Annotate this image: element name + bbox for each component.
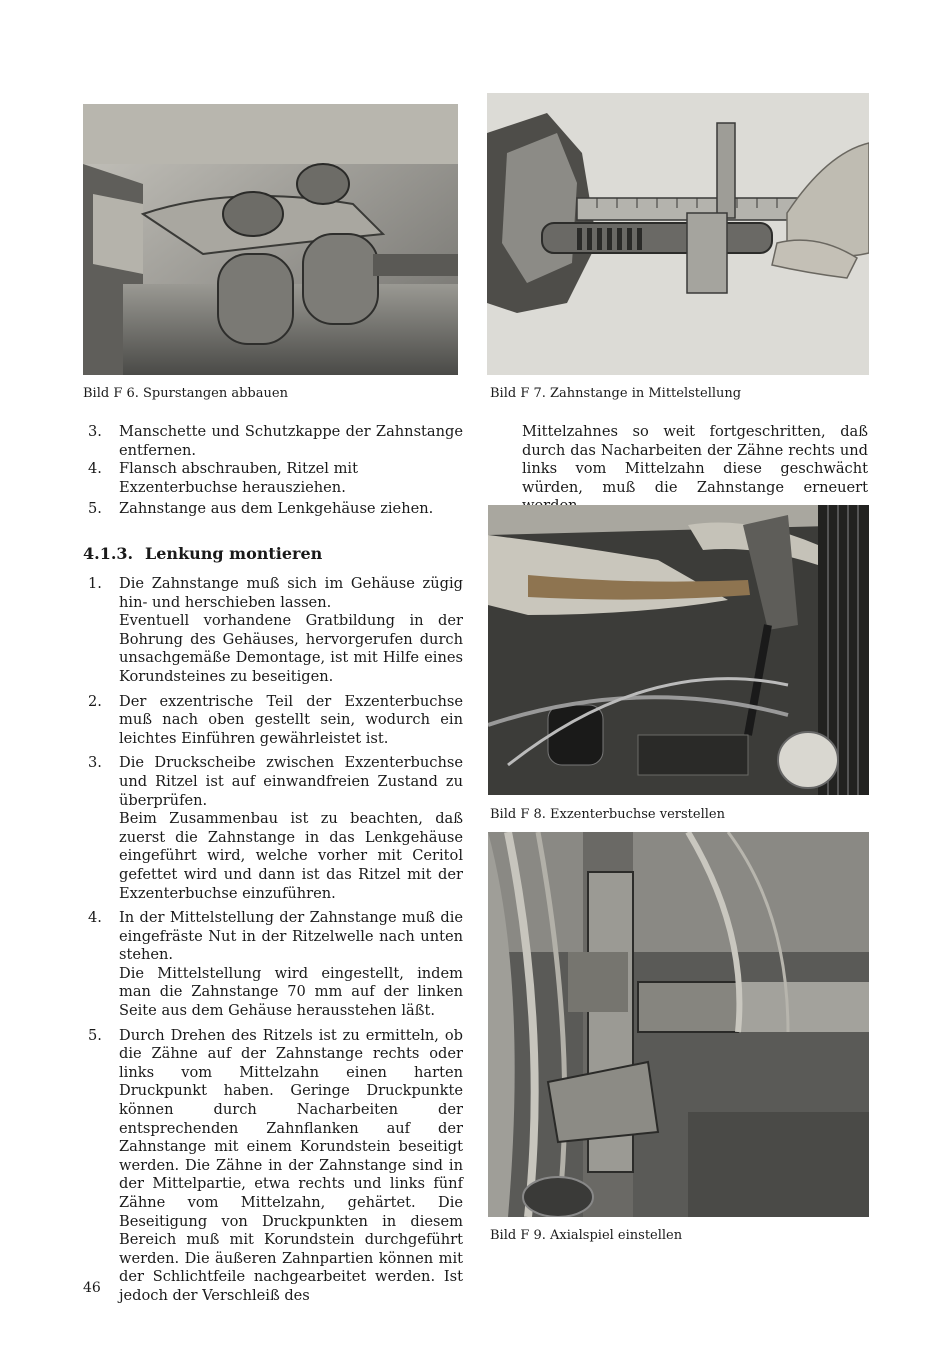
list-item-text: Flansch abschrauben, Ritzel mit Exzenterbuchse herausziehen. xyxy=(119,460,358,496)
figure-f6-caption: Bild F 6. Spurstangen abbauen xyxy=(83,386,288,401)
step-paragraph: Die Zahnstange muß sich im Gehäuse zügig hin- und herschieben lassen. xyxy=(119,575,463,611)
step-paragraph: Beim Zusammenbau ist zu beachten, daß zuerst die Zahnstange in das Lenkgehäuse eingeführt wird, welche vorher mit Ceritol gefettet wird und dann ist das Ritzel mit der Exzenterbuchse einzuführen. xyxy=(119,810,463,902)
assembly-steps xyxy=(88,575,463,1306)
list-item-number: 3. xyxy=(88,423,102,440)
section-heading xyxy=(83,544,322,563)
step-paragraph: Die Mittelstellung wird eingestellt, indem man die Zahnstange 70 mm auf der linken Seite aus dem Gehäuse herausstehen läßt. xyxy=(119,964,463,1020)
step-number: 3. xyxy=(88,754,102,772)
list-item-number: 4. xyxy=(88,460,102,478)
section-title: Lenkung montieren xyxy=(145,544,323,563)
list-item-number: 5. xyxy=(88,500,102,518)
section-number: 4.1.3. xyxy=(83,544,134,563)
step-item xyxy=(88,754,463,903)
list-item xyxy=(88,500,463,519)
step-paragraph: In der Mittelstellung der Zahnstange muß die eingefräste Nut in der Ritzelwelle nach unten stehen. xyxy=(119,909,463,964)
list-item-text: Manschette und Schutzkappe der Zahnstange entfernen. xyxy=(119,423,463,459)
page-number: 46 xyxy=(83,1280,101,1296)
list-item xyxy=(88,423,463,460)
step-number: 5. xyxy=(88,1026,102,1044)
step-paragraph: Eventuell vorhandene Gratbildung in der Bohrung des Gehäuses, hervorgerufen durch unsachgemäße Demontage, ist mit Hilfe eines Korundsteines zu beseitigen. xyxy=(119,612,463,685)
step-number: 4. xyxy=(88,909,102,927)
step-item xyxy=(88,1027,463,1306)
step-item xyxy=(88,909,463,1021)
step-number: 1. xyxy=(88,575,102,592)
figure-f7-photo xyxy=(487,93,869,375)
figure-f9-caption: Bild F 9. Axialspiel einstellen xyxy=(490,1228,683,1243)
figure-f8-caption: Bild F 8. Exzenterbuchse verstellen xyxy=(490,807,725,822)
right-paragraph: Mittelzahnes so weit fortgeschritten, daß durch das Nacharbeiten der Zähne rechts und links vom Mittelzahn diese geschwächt würden, muß die Zahnstange erneuert xyxy=(522,423,868,496)
step-item xyxy=(88,693,463,749)
list-item xyxy=(88,460,463,497)
step-item xyxy=(88,575,463,687)
step-paragraph: Die Druckscheibe zwischen Exzenterbuchse und Ritzel ist auf einwandfreien Zustand zu überprüfen. xyxy=(119,754,463,809)
step-paragraph: Durch Drehen des Ritzels ist zu ermitteln, ob die Zähne auf der Zahnstange rechts oder links vom Mittelzahn einen harten Druckpunkt haben. Geringe Druckpunkte können durch Nacharbeiten der entsprechenden Zahnflanken auf der Zahnstange mit einem Korundstein beseitigt werden. Die Zähne in der Zahnstange sind in der Mittelpartie, etwa rechts und links fünf Zähne vom Mittelzahn, gehärtet. Die Beseitigung von Druckpunkten in diesem Bereich muß mit Korundstein durchgeführt werden. Die äußeren Zahnpartien können mit der Schlichtfeile nachgearbeitet werden. Ist jedoch der Verschleiß des xyxy=(119,1026,463,1304)
figure-f8-photo xyxy=(488,505,869,795)
left-list xyxy=(88,423,463,519)
step-number: 2. xyxy=(88,692,102,710)
step-paragraph: Der exzentrische Teil der Exzenterbuchse muß nach oben gestellt sein, wodurch ein leichtes Einführen gewährleistet ist. xyxy=(119,692,463,747)
list-item-text: Zahnstange aus dem Lenkgehäuse ziehen. xyxy=(119,500,434,518)
figure-f7-caption: Bild F 7. Zahnstange in Mittelstellung xyxy=(490,386,742,401)
figure-f6-photo xyxy=(83,104,458,375)
figure-f9-photo xyxy=(488,832,869,1217)
